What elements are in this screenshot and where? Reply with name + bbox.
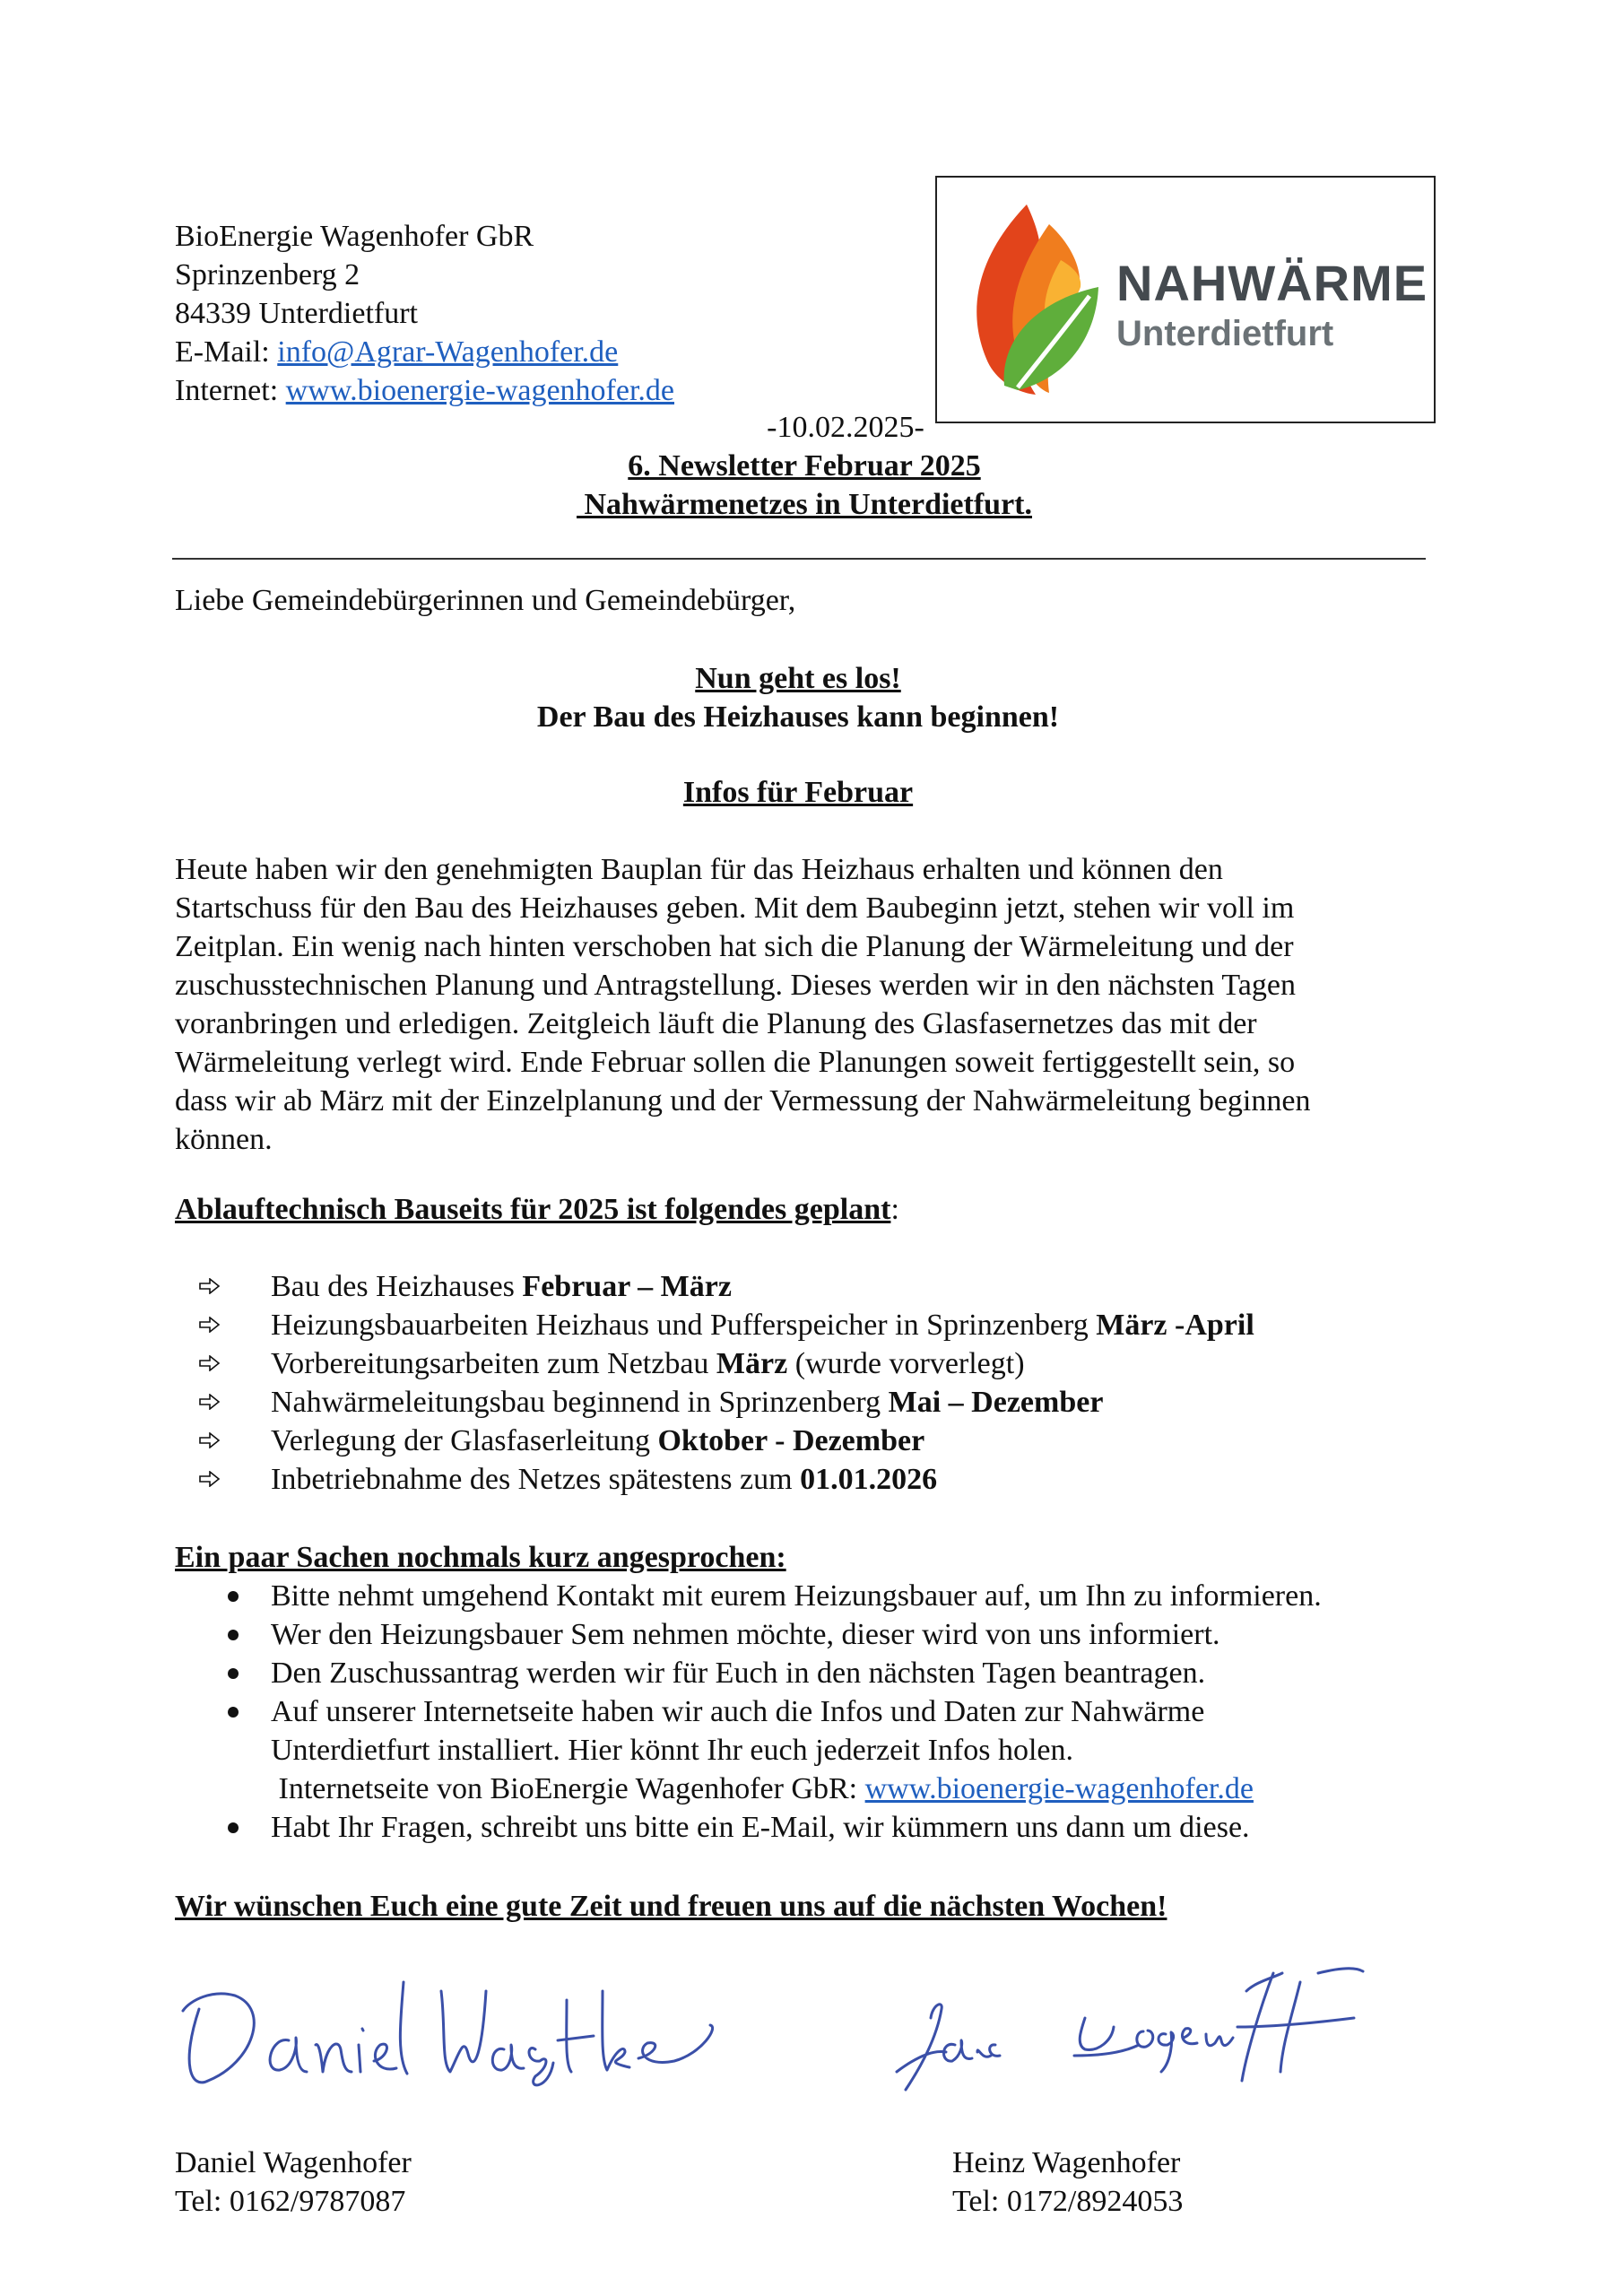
signature-heinz bbox=[852, 1955, 1408, 2108]
newsletter-title: 6. Newsletter Februar 2025 bbox=[628, 449, 981, 483]
closing-line: Wir wünschen Euch eine gute Zeit und freuen uns auf die nächsten Wochen! bbox=[175, 1890, 1167, 1923]
intro-line: Startschuss für den Bau des Heizhauses geben. Mit dem Baubeginn jetzt, stehen wir voll im bbox=[175, 891, 1295, 925]
greeting: Liebe Gemeindebürgerinnen und Gemeindebürger, bbox=[175, 584, 796, 617]
schedule-item bbox=[197, 1344, 1435, 1383]
arrow-right-icon bbox=[197, 1460, 233, 1499]
notes-text: Den Zuschussantrag werden wir für Euch in den nächsten Tagen beantragen. bbox=[271, 1657, 1206, 1690]
website-link[interactable]: www.bioenergie-wagenhofer.de bbox=[285, 374, 675, 407]
schedule-note: (wurde vorverlegt) bbox=[787, 1347, 1025, 1380]
signature-daniel bbox=[172, 1955, 728, 2108]
notes-item bbox=[215, 1577, 1435, 1615]
bullet-icon bbox=[228, 1668, 239, 1679]
email-label: E-Mail: bbox=[175, 335, 278, 369]
logo-subtitle: Unterdietfurt bbox=[1116, 314, 1334, 353]
notes-text: Auf unserer Internetseite haben wir auch die Infos und Daten zur Nahwärme bbox=[271, 1695, 1205, 1728]
logo bbox=[935, 176, 1436, 423]
notes-list bbox=[215, 1577, 1435, 1847]
flame-leaf-icon bbox=[964, 197, 1107, 404]
schedule-text: Inbetriebnahme des Netzes spätestens zum bbox=[271, 1463, 801, 1496]
sender-email-line bbox=[175, 333, 982, 371]
schedule-date: Mai – Dezember bbox=[888, 1386, 1104, 1419]
signature-block-right bbox=[952, 2144, 1490, 2221]
intro-line: voranbringen und erledigen. Zeitgleich läuft die Planung des Glasfasernetzes das mit der bbox=[175, 1007, 1257, 1040]
section-title-infos: Infos für Februar bbox=[682, 776, 914, 809]
sender-web-line bbox=[175, 371, 982, 410]
sender-street: Sprinzenberg 2 bbox=[175, 258, 360, 291]
arrow-right-icon bbox=[197, 1344, 233, 1383]
signer-name: Daniel Wagenhofer bbox=[175, 2146, 412, 2179]
schedule-item bbox=[197, 1422, 1435, 1460]
arrow-right-icon bbox=[197, 1383, 233, 1422]
signer-phone: Tel: 0162/9787087 bbox=[175, 2185, 406, 2218]
notes-text: Wer den Heizungsbauer Sem nehmen möchte, dieser wird von uns informiert. bbox=[271, 1618, 1220, 1651]
section-title-plan bbox=[175, 1190, 1430, 1229]
website-link-notes[interactable]: www.bioenergie-wagenhofer.de bbox=[864, 1772, 1254, 1805]
announcement bbox=[175, 659, 1421, 736]
bullet-icon bbox=[228, 1822, 239, 1833]
newsletter-heading bbox=[175, 408, 1421, 524]
web-label: Internet: bbox=[175, 374, 286, 407]
arrow-right-icon bbox=[197, 1267, 233, 1306]
sender-city: 84339 Unterdietfurt bbox=[175, 297, 418, 330]
intro-line: Heute haben wir den genehmigten Bauplan für das Heizhaus erhalten und können den bbox=[175, 853, 1223, 886]
intro-line: Wärmeleitung verlegt wird. Ende Februar sollen die Planungen soweit fertiggestellt sein, so bbox=[175, 1046, 1296, 1079]
intro-line: dass wir ab März mit der Einzelplanung und der Vermessung der Nahwärmeleitung beginnen bbox=[175, 1084, 1311, 1118]
schedule-text: Vorbereitungsarbeiten zum Netzbau bbox=[271, 1347, 716, 1380]
notes-item bbox=[215, 1692, 1435, 1808]
email-link[interactable]: info@Agrar-Wagenhofer.de bbox=[277, 335, 619, 369]
arrow-right-icon bbox=[197, 1306, 233, 1344]
signer-name: Heinz Wagenhofer bbox=[952, 2146, 1181, 2179]
announcement-line-1: Nun geht es los! bbox=[695, 662, 901, 695]
schedule-text: Verlegung der Glasfaserleitung bbox=[271, 1424, 658, 1457]
schedule-text: Bau des Heizhauses bbox=[271, 1270, 523, 1303]
schedule-item bbox=[197, 1306, 1435, 1344]
bullet-icon bbox=[228, 1707, 239, 1718]
announcement-line-2: Der Bau des Heizhauses kann beginnen! bbox=[536, 700, 1060, 734]
notes-item bbox=[215, 1808, 1435, 1847]
bullet-icon bbox=[228, 1630, 239, 1640]
notes-text: Unterdietfurt installiert. Hier könnt Ihr euch jederzeit Infos holen. bbox=[271, 1734, 1074, 1767]
schedule-date: Oktober - Dezember bbox=[657, 1424, 925, 1457]
signer-phone: Tel: 0172/8924053 bbox=[952, 2185, 1184, 2218]
schedule-text: Heizungsbauarbeiten Heizhaus und Pufferspeicher in Sprinzenberg bbox=[271, 1309, 1097, 1342]
notes-item bbox=[215, 1654, 1435, 1692]
schedule-date: 01.01.2026 bbox=[800, 1463, 938, 1496]
newsletter-date: -10.02.2025- bbox=[767, 411, 924, 444]
schedule-item bbox=[197, 1383, 1435, 1422]
schedule-text: Nahwärmeleitungsbau beginnend in Sprinzenberg bbox=[271, 1386, 889, 1419]
intro-line: Zeitplan. Ein wenig nach hinten verschoben hat sich die Planung der Wärmeleitung und der bbox=[175, 930, 1294, 963]
logo-title: NAHWÄRME bbox=[1116, 255, 1428, 311]
notes-text-link-line bbox=[271, 1770, 1435, 1808]
signature-block-left bbox=[175, 2144, 713, 2221]
intro-line: zuschusstechnischen Planung und Antragstellung. Dieses werden wir in den nächsten Tagen bbox=[175, 969, 1296, 1002]
schedule-item bbox=[197, 1460, 1435, 1499]
notes-text: Bitte nehmt umgehend Kontakt mit eurem Heizungsbauer auf, um Ihn zu informieren. bbox=[271, 1579, 1322, 1613]
schedule-list bbox=[197, 1267, 1435, 1499]
schedule-date: März -April bbox=[1096, 1309, 1254, 1342]
bullet-icon bbox=[228, 1591, 239, 1602]
notes-link-prefix: Internetseite von BioEnergie Wagenhofer GbR: bbox=[271, 1772, 865, 1805]
arrow-right-icon bbox=[197, 1422, 233, 1460]
intro-paragraph bbox=[175, 850, 1430, 1159]
plan-title-text: Ablauftechnisch Bauseits für 2025 ist folgendes geplant bbox=[175, 1193, 891, 1226]
schedule-date: März bbox=[716, 1347, 788, 1380]
notes-item bbox=[215, 1615, 1435, 1654]
schedule-date: Februar – März bbox=[522, 1270, 732, 1303]
section-title-notes: Ein paar Sachen nochmals kurz angesprochen: bbox=[175, 1541, 786, 1574]
notes-text: Habt Ihr Fragen, schreibt uns bitte ein E-Mail, wir kümmern uns dann um diese. bbox=[271, 1811, 1250, 1844]
newsletter-subtitle: Nahwärmenetzes in Unterdietfurt. bbox=[577, 488, 1032, 521]
sender-address bbox=[175, 217, 982, 410]
sender-company: BioEnergie Wagenhofer GbR bbox=[175, 220, 534, 253]
intro-line: können. bbox=[175, 1123, 273, 1156]
schedule-item bbox=[197, 1267, 1435, 1306]
divider bbox=[172, 558, 1426, 560]
plan-title-colon: : bbox=[890, 1193, 899, 1226]
